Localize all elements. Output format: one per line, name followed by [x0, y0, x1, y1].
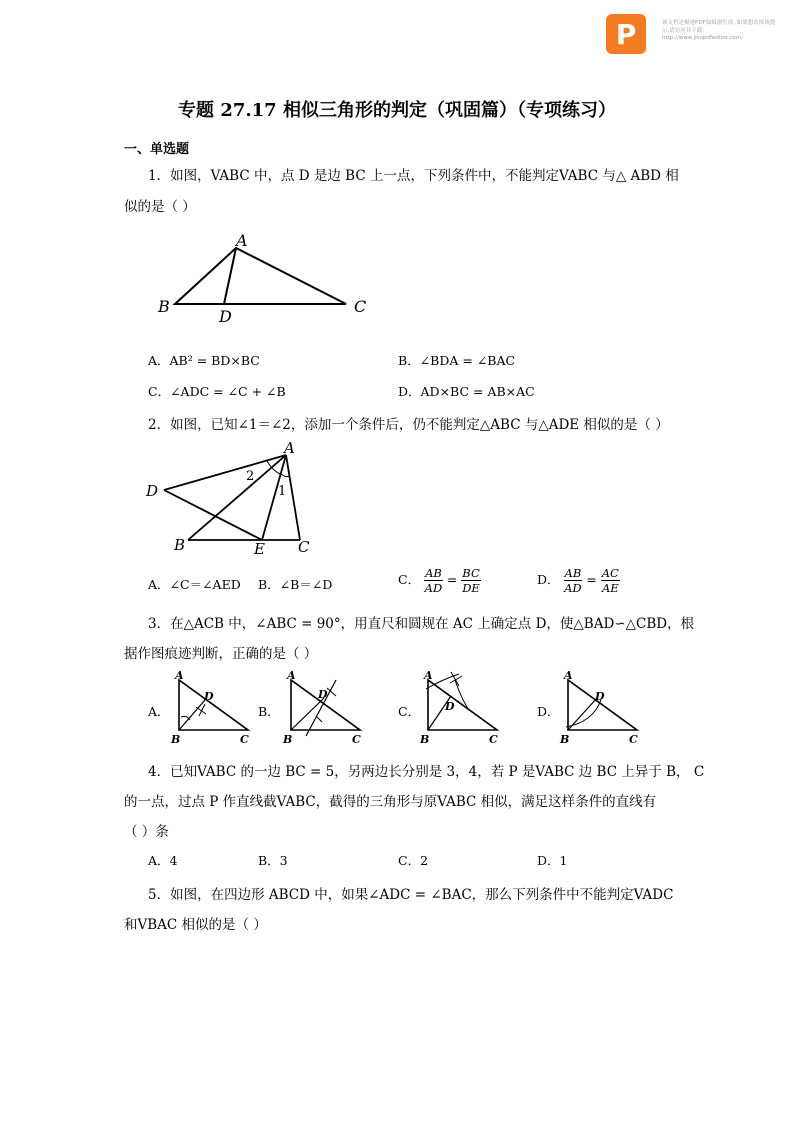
q5-text-line1: 5．如图，在四边形 ABCD 中，如果∠ADC = ∠BAC，那么下列条件中不能判定VADC	[148, 887, 674, 903]
svg-text:C: C	[489, 733, 498, 746]
q2-option-d-label: D．	[537, 572, 560, 587]
svg-text:D: D	[318, 688, 328, 701]
svg-text:C: C	[352, 733, 361, 746]
svg-text:A: A	[287, 670, 296, 682]
page-title: 专题 27.17 相似三角形的判定（巩固篇）（专项练习）	[178, 100, 616, 121]
q1-triangle-abc	[175, 248, 346, 304]
q1-option-d[interactable]: D．AD×BC = AB×AC	[398, 384, 535, 399]
q2-segment-ac	[286, 455, 300, 540]
q1-option-c[interactable]: C．∠ADC = ∠C + ∠B	[148, 384, 286, 399]
q2-option-d-rhs: $\frac{AC}{AE}$	[601, 566, 619, 595]
svg-text:A: A	[175, 670, 184, 682]
svg-text:B: B	[560, 733, 570, 746]
q1-label-a: A	[236, 231, 248, 250]
q1-text-line2: 似的是（ ）	[124, 199, 196, 215]
q3-figure-d	[557, 670, 643, 746]
q2-segment-da	[164, 455, 286, 490]
q4-option-c[interactable]: C．2	[398, 853, 429, 868]
q4-option-b[interactable]: B．3	[258, 853, 288, 868]
q4-text-line2: 的一点，过点 P 作直线截VABC，截得的三角形与原VABC 相似，满足这样条件的直线有	[124, 794, 657, 810]
svg-text:D: D	[204, 690, 214, 703]
svg-text:C: C	[629, 733, 638, 746]
svg-text:B: B	[283, 733, 293, 746]
q2-label-b: B	[174, 536, 186, 554]
svg-text:B: B	[171, 733, 181, 746]
q3-text-line2: 据作图痕迹判断，正确的是（ ）	[124, 646, 318, 662]
q3-figure-b	[280, 670, 366, 746]
q3-option-c[interactable]: C．	[398, 704, 421, 719]
q2-option-b[interactable]: B．∠B＝∠D	[258, 577, 333, 592]
svg-text:C: C	[240, 733, 249, 746]
q2-option-d-lhs: $\frac{AB}{AD}$	[564, 566, 582, 595]
q3-figure-a	[168, 670, 254, 746]
q2-label-c: C	[298, 538, 310, 556]
q2-option-c-rhs: $\frac{BC}{DE}$	[462, 566, 480, 595]
q2-label-e: E	[254, 540, 265, 558]
q1-text-line1: 1．如图，VABC 中，点 D 是边 BC 上一点，下列条件中，不能判定VABC 与△ ABD 相	[148, 168, 679, 184]
q4-text-line1: 4．已知VABC 的一边 BC = 5，另两边长分别是 3，4，若 P 是VABC 边 BC 上异于 B， C	[148, 764, 705, 780]
q1-option-b[interactable]: B．∠BDA = ∠BAC	[398, 353, 516, 368]
q2-angle-label-2: 2	[246, 469, 255, 484]
svg-text:B: B	[420, 733, 430, 746]
q2-option-c-label: C．	[398, 572, 421, 587]
q1-figure	[150, 230, 380, 325]
q1-label-b: B	[158, 297, 170, 316]
q3-figure-c	[417, 670, 503, 746]
svg-text:D: D	[595, 690, 605, 703]
svg-text:A: A	[564, 670, 573, 682]
q2-label-d: D	[146, 482, 159, 500]
logo-letter: P	[615, 17, 637, 51]
q2-option-a[interactable]: A．∠C＝∠AED	[148, 577, 241, 592]
q2-label-a: A	[284, 440, 295, 457]
q2-option-c-lhs: $\frac{AB}{AD}$	[424, 566, 443, 595]
q3-text-line1: 3．在△ACB 中，∠ABC = 90°，用直尺和圆规在 AC 上确定点 D，使△BAD∽△CBD，根	[148, 616, 695, 632]
q2-option-d-equals: =	[586, 572, 597, 587]
q2-angle-label-1: 1	[278, 484, 287, 499]
q5-text-line2: 和VBAC 相似的是（ ）	[124, 917, 267, 933]
q1-option-a[interactable]: A．AB² = BD×BC	[148, 353, 260, 368]
q3-option-d[interactable]: D．	[537, 704, 560, 719]
svg-text:D: D	[445, 700, 455, 713]
p-logo-icon	[606, 14, 646, 54]
watermark-note: 该文档是极速PDF编辑器生成, 如果想去掉该提示,请访问并下载: http://www.jisupdfeditor.com/	[662, 20, 776, 41]
q4-option-d[interactable]: D．1	[537, 853, 568, 868]
q1-label-c: C	[354, 297, 367, 316]
q1-label-d: D	[219, 307, 232, 325]
q2-text: 2．如图，已知∠1＝∠2，添加一个条件后，仍不能判定△ABC 与△ADE 相似的是（ ）	[148, 417, 669, 433]
q2-figure	[140, 440, 330, 560]
q4-text-line3: （ ）条	[124, 824, 169, 840]
q2-option-c[interactable]	[398, 566, 481, 595]
q4-option-a[interactable]: A．4	[148, 853, 178, 868]
q3-option-b[interactable]: B．	[258, 704, 280, 719]
section-heading: 一、单选题	[124, 142, 190, 157]
q2-segment-de	[164, 490, 262, 540]
q2-option-c-equals: =	[446, 572, 458, 587]
svg-text:A: A	[424, 670, 433, 682]
q3-option-a[interactable]: A．	[148, 704, 170, 719]
q2-option-d[interactable]	[537, 566, 620, 595]
